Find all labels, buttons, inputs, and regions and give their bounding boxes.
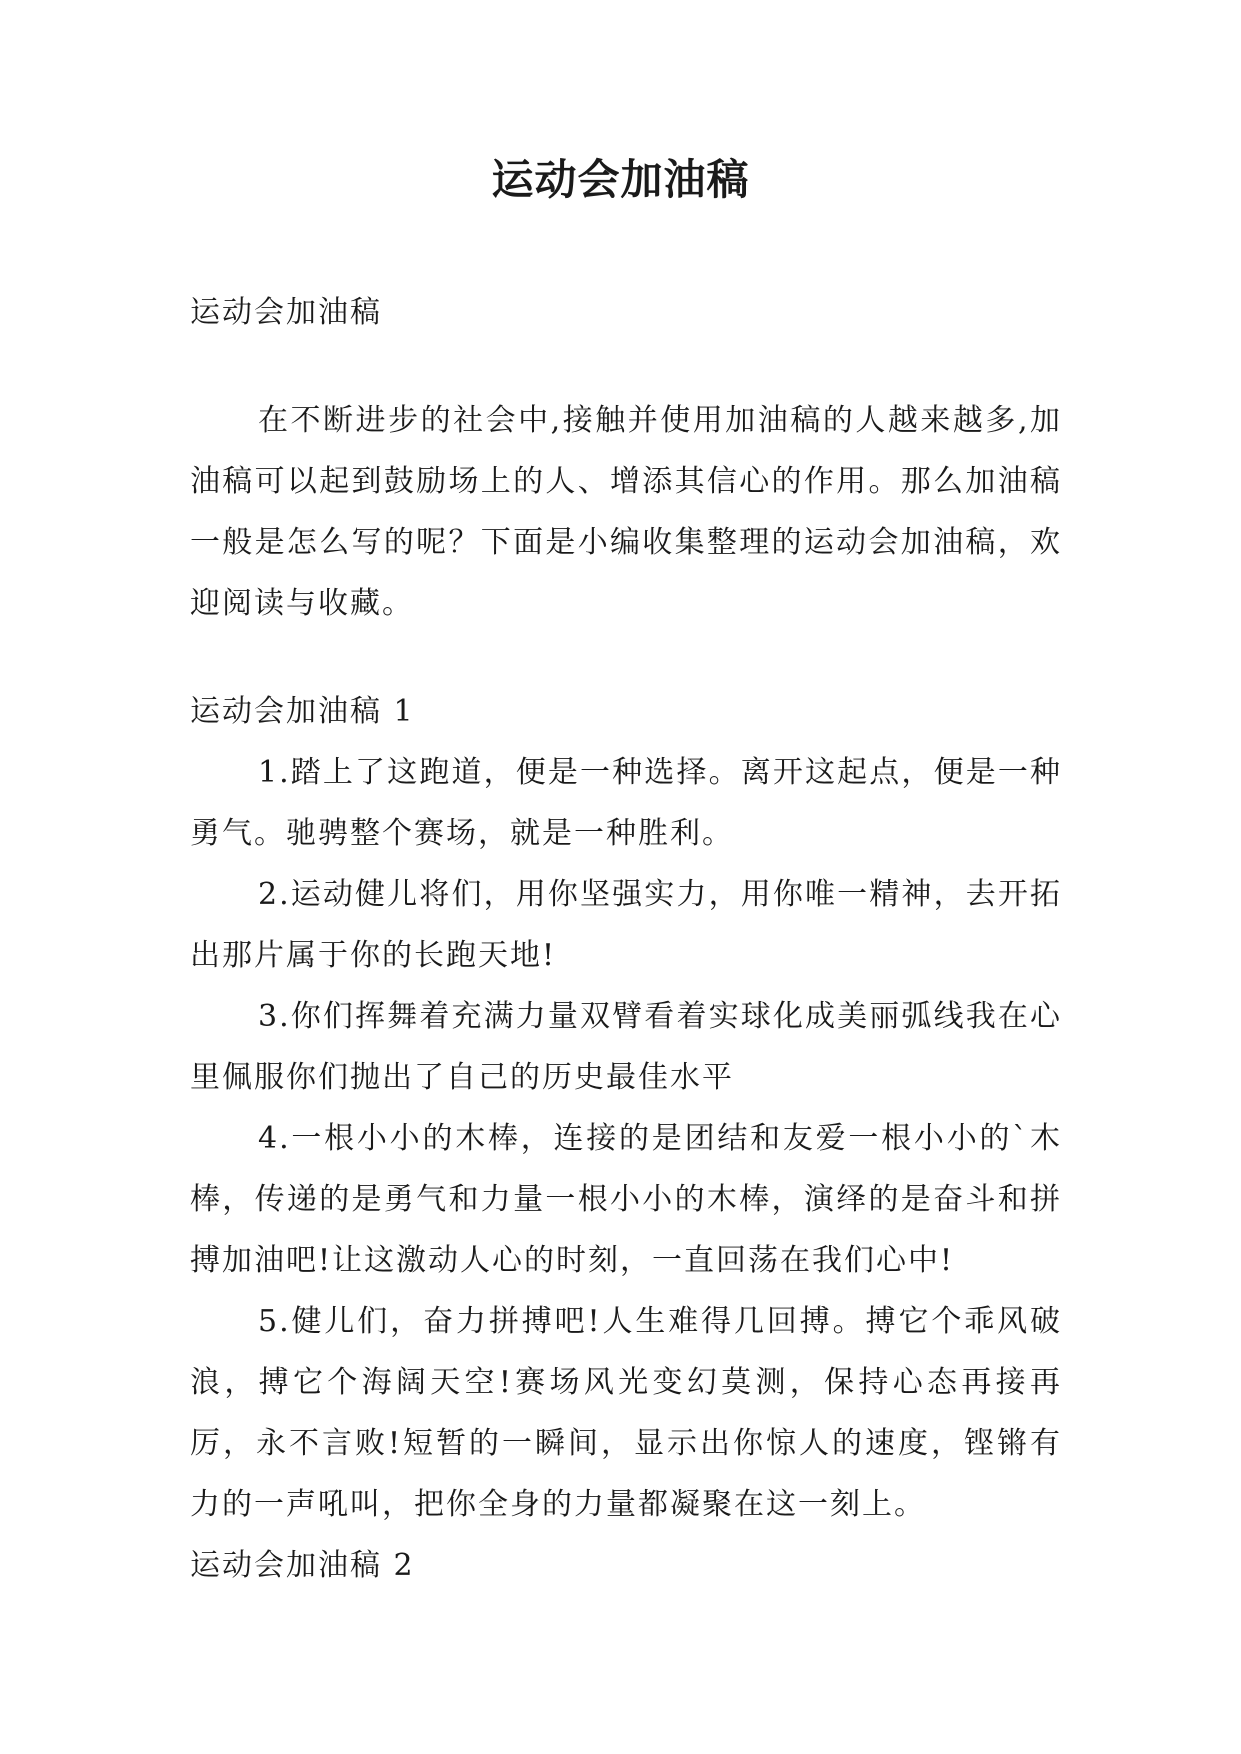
list-item: 5.健儿们，奋力拼搏吧!人生难得几回搏。搏它个乖风破浪，搏它个海阔天空!赛场风光变幻莫测，保持心态再接再厉，永不言败!短暂的一瞬间，显示出你惊人的速度，铿锵有力的一声吼叫，把你全身的力量都凝聚在这一刻上。 bbox=[190, 1304, 1062, 1522]
section-heading-2: 运动会加油稿 2 bbox=[190, 1548, 415, 1583]
intro-paragraph: 在不断进步的社会中,接触并使用加油稿的人越来越多,加油稿可以起到鼓励场上的人、增添其信心的作用。那么加油稿一般是怎么写的呢？下面是小编收集整理的运动会加油稿，欢迎阅读与收藏。 bbox=[190, 403, 1062, 621]
list-item: 2.运动健儿将们，用你坚强实力，用你唯一精神，去开拓出那片属于你的长跑天地! bbox=[190, 877, 1062, 973]
list-item: 1.踏上了这跑道，便是一种选择。离开这起点，便是一种勇气。驰骋整个赛场，就是一种胜利。 bbox=[190, 755, 1062, 851]
list-item: 4.一根小小的木棒，连接的是团结和友爱一根小小的`木棒，传递的是勇气和力量一根小小的木棒，演绎的是奋斗和拼搏加油吧!让这激动人心的时刻，一直回荡在我们心中! bbox=[190, 1121, 1062, 1278]
document-title: 运动会加油稿 bbox=[491, 155, 750, 204]
document-body bbox=[190, 282, 1062, 1596]
section-heading-1: 运动会加油稿 1 bbox=[190, 694, 415, 729]
list-item: 3.你们挥舞着充满力量双臂看着实球化成美丽弧线我在心里佩服你们抛出了自己的历史最佳水平 bbox=[190, 999, 1062, 1095]
document-subtitle: 运动会加油稿 bbox=[190, 295, 382, 330]
